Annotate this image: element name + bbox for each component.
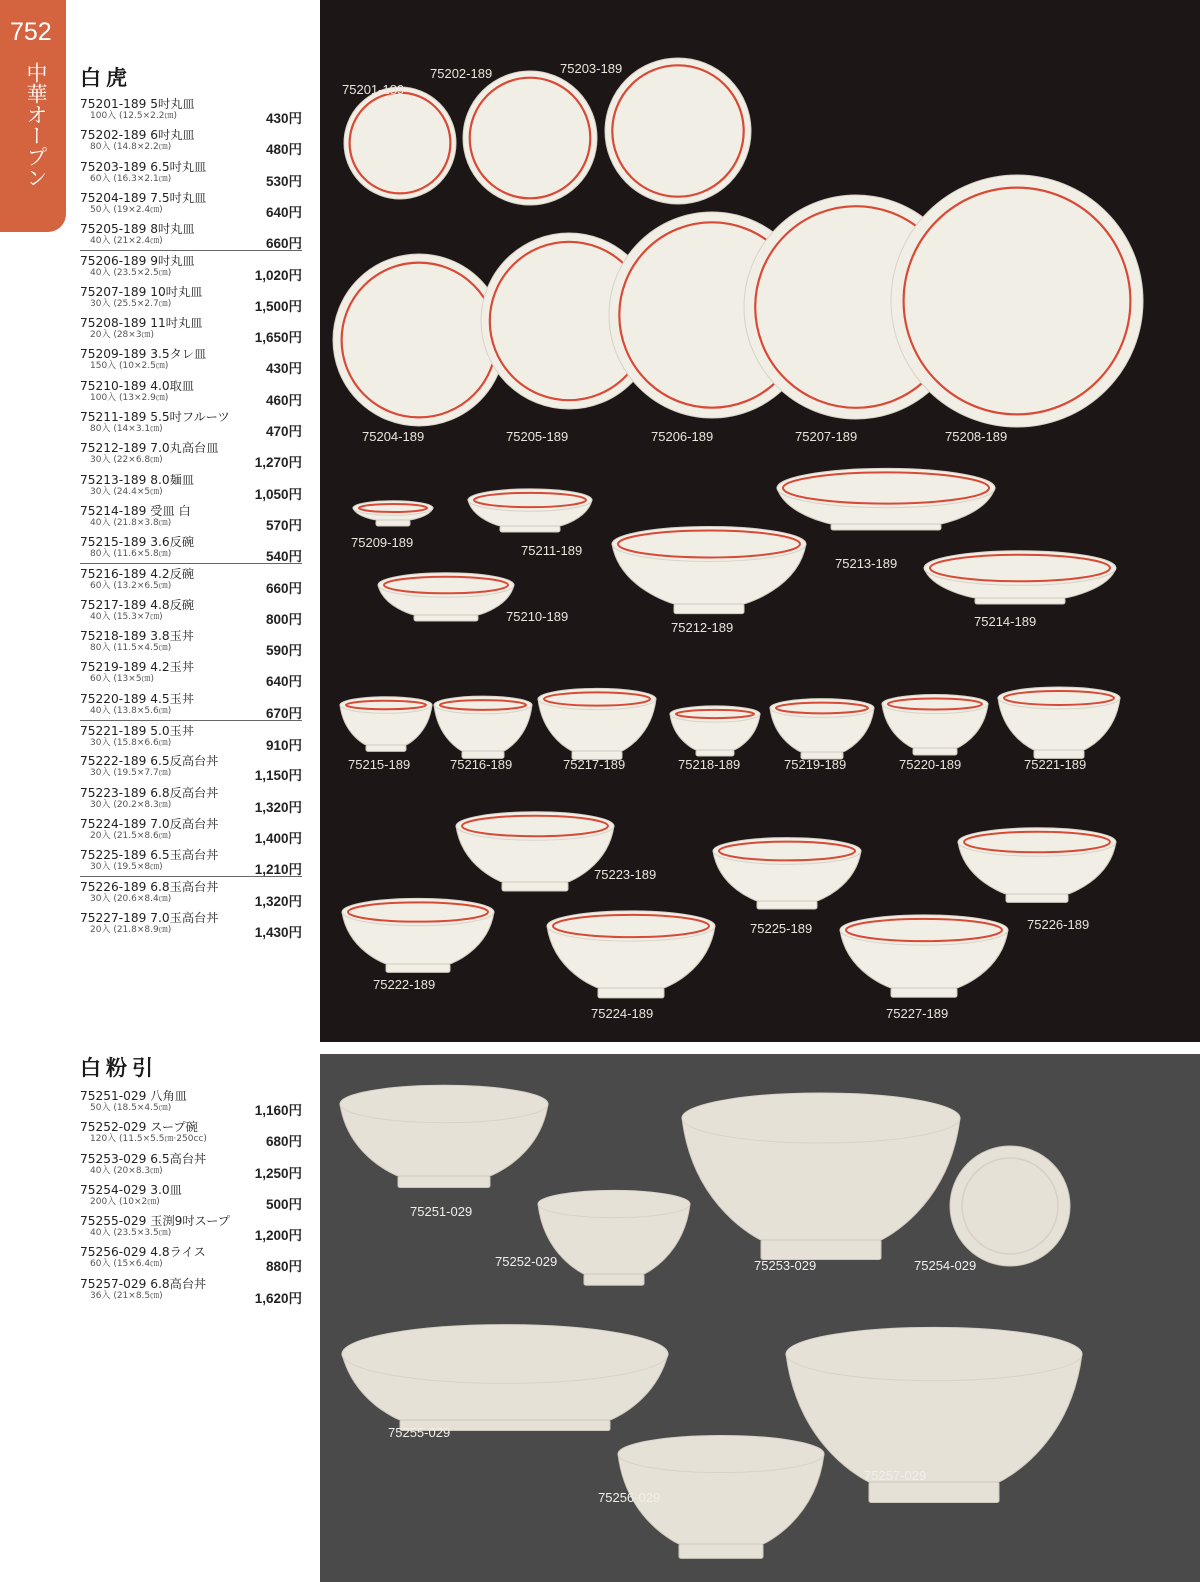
product-row: [80, 250, 302, 284]
product-price: 460円: [265, 392, 302, 408]
bowl: [340, 697, 432, 752]
product-spec: 36入 (21×8.5㎝): [90, 1290, 163, 1301]
bowl: [770, 699, 874, 759]
bowl-foot: [696, 750, 734, 756]
bowl-rim: [777, 468, 995, 507]
product-price: 910円: [265, 737, 302, 753]
product-name: 75207-189 10吋丸皿: [80, 284, 203, 299]
product-row: [80, 188, 302, 219]
bowl: [682, 1093, 960, 1260]
product-spec: 150入 (10×2.5㎝): [90, 361, 169, 372]
product-name: 75225-189 6.5玉高台丼: [80, 848, 219, 863]
product-code-label: 75204-189: [362, 429, 425, 444]
product-code-label: 75208-189: [945, 429, 1008, 444]
bowl: [998, 687, 1120, 758]
product-name: 75201-189 5吋丸皿: [80, 97, 195, 111]
product-price: 1,160円: [254, 1103, 302, 1118]
product-code-label: 75257-029: [864, 1468, 927, 1483]
bowl-foot: [376, 520, 410, 526]
product-spec: 40入 (21.8×3.8㎝): [90, 517, 172, 528]
product-list-shirokohiki: [80, 1086, 302, 1305]
product-code-label: 75215-189: [348, 757, 411, 772]
product-row: [80, 1180, 302, 1211]
bowl-foot: [366, 745, 406, 751]
product-price: 1,320円: [254, 799, 302, 815]
product-name: 75224-189 7.0反高台丼: [80, 816, 219, 831]
product-row: [80, 94, 302, 125]
product-spec: 20入 (21.8×8.9㎝): [90, 924, 172, 935]
product-photo-byakko-canvas: [320, 0, 1200, 1042]
product-row: [80, 908, 302, 939]
product-name: 75216-189 4.2反碗: [80, 567, 195, 582]
product-name: 75212-189 7.0丸高台皿: [80, 441, 219, 456]
product-photo-shirokohiki: [320, 1054, 1200, 1582]
product-spec: 30入 (24.4×5㎝): [90, 486, 163, 497]
product-name: 75210-189 4.0取皿: [80, 378, 195, 393]
product-spec: 30入 (20.2×8.3㎝): [90, 799, 172, 810]
product-spec: 40入 (23.5×3.5㎝): [90, 1228, 172, 1239]
plate: [605, 58, 751, 204]
product-row: [80, 313, 302, 344]
bowl-foot: [502, 882, 568, 891]
product-spec: 50入 (18.5×4.5㎝): [90, 1103, 172, 1113]
bowl-rim: [353, 501, 433, 515]
product-price: 1,320円: [254, 894, 302, 910]
product-code-label: 75225-189: [750, 921, 813, 936]
product-code-label: 75255-029: [388, 1425, 451, 1440]
bowl: [840, 915, 1008, 997]
product-spec: 50入 (19×2.4㎝): [90, 204, 163, 215]
product-name: 75221-189 5.0玉丼: [80, 723, 195, 738]
product-row: [80, 470, 302, 501]
bowl-rim: [770, 699, 874, 718]
product-row: [80, 1211, 302, 1242]
product-spec: 30入 (19.5×7.7㎝): [90, 768, 172, 779]
product-price: 800円: [265, 611, 302, 627]
bowl-foot: [757, 901, 817, 909]
product-spec: 20入 (21.5×8.6㎝): [90, 830, 172, 841]
product-row: [80, 783, 302, 814]
product-row: [80, 501, 302, 532]
product-row: [80, 689, 302, 720]
product-list-byakko: [80, 94, 302, 939]
product-row: [80, 720, 302, 751]
product-row: [80, 563, 302, 597]
product-code-label: 75203-189: [560, 61, 623, 76]
bowl-rim: [618, 1435, 824, 1472]
product-code-label: 75218-189: [678, 757, 741, 772]
product-price: 680円: [265, 1134, 302, 1150]
plate-body: [891, 175, 1143, 427]
product-name: 75255-029 玉渕9吋スープ: [80, 1214, 230, 1229]
product-code-label: 75205-189: [506, 429, 569, 444]
product-price: 1,430円: [254, 924, 302, 940]
product-row: [80, 1242, 302, 1273]
product-code-label: 75211-189: [521, 543, 583, 558]
product-spec: 30入 (19.5×8㎝): [90, 862, 163, 873]
product-spec: 80入 (14×3.1㎝): [90, 423, 163, 434]
product-name: 75211-189 5.5吋フルーツ: [80, 409, 230, 424]
bowl-foot: [891, 988, 957, 997]
bowl-foot: [913, 748, 957, 755]
product-spec: 100入 (12.5×2.2㎝): [90, 111, 177, 121]
product-price: 530円: [265, 173, 302, 189]
bowl-rim: [924, 551, 1116, 586]
product-spec: 20入 (28×3㎝): [90, 330, 155, 341]
bowl-foot: [869, 1482, 999, 1502]
product-price: 640円: [265, 674, 302, 690]
product-code-label: 75227-189: [886, 1006, 949, 1021]
product-name: 75226-189 6.8玉高台丼: [80, 880, 219, 895]
product-price: 1,210円: [254, 862, 302, 878]
bowl-foot: [398, 1176, 490, 1188]
product-name: 75217-189 4.8反碗: [80, 597, 195, 612]
product-row: [80, 1086, 302, 1117]
bowl: [612, 527, 806, 614]
product-name: 75254-029 3.0皿: [80, 1182, 182, 1197]
section-title-byakko: 白虎: [80, 65, 132, 90]
bowl-foot: [975, 598, 1065, 604]
bowl-rim: [538, 1190, 690, 1217]
product-price: 1,400円: [254, 830, 302, 846]
product-name: 75206-189 9吋丸皿: [80, 254, 195, 269]
bowl-rim: [786, 1327, 1082, 1380]
product-name: 75253-029 6.5高台丼: [80, 1151, 207, 1166]
product-code-label: 75219-189: [784, 757, 847, 772]
product-code-label: 75254-029: [914, 1258, 977, 1273]
product-spec: 30入 (20.6×8.4㎝): [90, 894, 172, 905]
bowl: [340, 1085, 548, 1187]
product-name: 75214-189 受皿 白: [80, 503, 191, 518]
plate-body: [333, 254, 505, 426]
product-row: [80, 657, 302, 688]
product-row: [80, 282, 302, 313]
product-price: 660円: [265, 581, 302, 597]
product-row: [80, 814, 302, 845]
plate: [333, 254, 505, 426]
product-row: [80, 125, 302, 156]
bowl-rim: [670, 706, 760, 722]
product-price: 540円: [265, 549, 302, 565]
product-name: 75204-189 7.5吋丸皿: [80, 190, 207, 205]
bowl: [958, 828, 1116, 903]
bowl: [713, 838, 861, 909]
product-row: [80, 219, 302, 250]
product-row: [80, 626, 302, 657]
bowl-foot: [584, 1274, 644, 1285]
product-price: 1,620円: [254, 1290, 302, 1306]
product-spec: 80入 (14.8×2.2㎝): [90, 142, 172, 153]
product-photo-byakko: [320, 0, 1200, 1042]
product-code-label: 75251-029: [410, 1204, 473, 1219]
product-price: 640円: [265, 204, 302, 220]
bowl: [538, 1190, 690, 1285]
product-spec: 30入 (15.8×6.6㎝): [90, 737, 172, 748]
product-name: 75256-029 4.8ライス: [80, 1245, 206, 1260]
product-code-label: 75252-029: [495, 1254, 558, 1269]
product-name: 75219-189 4.2玉丼: [80, 660, 195, 675]
plate-body: [605, 58, 751, 204]
product-spec: 100入 (13×2.9㎝): [90, 392, 169, 403]
product-price: 670円: [265, 705, 302, 721]
bowl-foot: [414, 615, 478, 621]
product-spec: 120入 (11.5×5.5㎝·250cc): [90, 1134, 207, 1145]
bowl: [882, 694, 988, 755]
product-spec: 60入 (13×5㎝): [90, 674, 155, 685]
bowl: [468, 489, 592, 532]
product-price: 1,250円: [254, 1165, 302, 1181]
product-code-label: 75223-189: [594, 867, 657, 882]
product-name: 75218-189 3.8玉丼: [80, 629, 195, 644]
product-spec: 80入 (11.6×5.8㎝): [90, 549, 172, 560]
product-spec: 40入 (20×8.3㎝): [90, 1165, 163, 1176]
bowl-foot: [674, 604, 744, 614]
product-price: 660円: [265, 236, 302, 252]
bowl: [547, 911, 715, 998]
bowl-rim: [340, 1085, 548, 1122]
product-code-label: 75222-189: [373, 977, 436, 992]
product-spec: 40入 (15.3×7㎝): [90, 611, 163, 622]
product-spec: 60入 (13.2×6.5㎝): [90, 581, 172, 592]
bowl-rim: [882, 694, 988, 713]
product-name: 75220-189 4.5玉丼: [80, 691, 195, 706]
product-code-label: 75202-189: [430, 66, 493, 81]
bowl-rim: [340, 697, 432, 714]
product-code-label: 75201-189: [342, 82, 405, 97]
product-spec: 60入 (15×6.4㎝): [90, 1259, 163, 1270]
product-price: 1,270円: [254, 455, 302, 471]
bowl-foot: [831, 524, 941, 530]
bowl-rim: [612, 527, 806, 562]
product-price: 880円: [265, 1259, 302, 1275]
bowl: [786, 1327, 1082, 1502]
product-price: 430円: [265, 111, 302, 126]
product-name: 75223-189 6.8反高台丼: [80, 785, 219, 800]
bowl: [924, 551, 1116, 604]
product-row: [80, 751, 302, 782]
product-name: 75222-189 6.5反高台丼: [80, 754, 219, 769]
product-price: 470円: [265, 423, 302, 439]
product-code-label: 75207-189: [795, 429, 858, 444]
product-photo-shirokohiki-canvas: [320, 1054, 1200, 1582]
bowl: [670, 706, 760, 756]
bowl: [342, 898, 494, 972]
product-code-label: 75206-189: [651, 429, 714, 444]
product-spec: 60入 (16.3×2.1㎝): [90, 173, 172, 184]
product-price: 1,650円: [254, 330, 302, 346]
product-name: 75208-189 11吋丸皿: [80, 316, 203, 331]
bowl-foot: [500, 526, 560, 532]
product-price: 590円: [265, 643, 302, 659]
bowl-foot: [679, 1544, 763, 1558]
product-code-label: 75210-189: [506, 609, 569, 624]
product-spec: 30入 (25.5×2.7㎝): [90, 298, 172, 309]
product-price: 1,200円: [254, 1228, 302, 1244]
product-price: 1,050円: [254, 486, 302, 502]
product-row: [80, 344, 302, 375]
product-spec: 40入 (23.5×2.5㎝): [90, 268, 172, 279]
product-price: 1,500円: [254, 298, 302, 314]
product-row: [80, 532, 302, 563]
plate: [463, 71, 597, 205]
product-name: 75252-029 スープ碗: [80, 1120, 198, 1135]
product-row: [80, 438, 302, 469]
plate: [891, 175, 1143, 427]
product-code-label: 75220-189: [899, 757, 962, 772]
product-code-label: 75213-189: [835, 556, 898, 571]
product-name: 75251-029 八角皿: [80, 1089, 187, 1103]
bowl: [378, 573, 514, 621]
product-code-label: 75224-189: [591, 1006, 654, 1021]
product-name: 75257-029 6.8高台丼: [80, 1276, 207, 1291]
plate-body: [950, 1146, 1070, 1266]
product-code-label: 75217-189: [563, 757, 626, 772]
bowl-foot: [1006, 894, 1068, 902]
product-code-label: 75253-029: [754, 1258, 817, 1273]
bowl: [353, 501, 433, 526]
category-tab: [0, 0, 66, 232]
product-price: 500円: [265, 1196, 302, 1212]
product-row: [80, 595, 302, 626]
product-code-label: 75216-189: [450, 757, 513, 772]
product-code-label: 75212-189: [671, 620, 734, 635]
product-row: [80, 376, 302, 407]
product-name: 75205-189 8吋丸皿: [80, 222, 195, 237]
product-name: 75203-189 6.5吋丸皿: [80, 159, 207, 174]
product-name: 75209-189 3.5タレ皿: [80, 347, 207, 362]
product-spec: 40入 (21×2.4㎝): [90, 236, 163, 247]
product-row: [80, 1117, 302, 1148]
product-code-label: 75256-029: [598, 1490, 661, 1505]
bowl-foot: [761, 1240, 881, 1260]
bowl-rim: [434, 696, 532, 714]
page-number: 752: [10, 18, 52, 46]
product-price: 430円: [265, 361, 302, 377]
section-title-shirokohiki: 白粉引: [80, 1055, 158, 1080]
product-row: [80, 407, 302, 438]
product-row: [80, 1274, 302, 1305]
product-name: 75202-189 6吋丸皿: [80, 128, 195, 143]
product-spec: 40入 (13.8×5.6㎝): [90, 705, 172, 716]
product-row: [80, 876, 302, 910]
bowl: [434, 696, 532, 758]
bowl: [538, 688, 656, 759]
bowl: [777, 468, 995, 530]
product-code-label: 75221-189: [1024, 757, 1087, 772]
product-price: 1,020円: [254, 268, 302, 284]
category-label: 中華オープン: [24, 62, 48, 188]
product-spec: 30入 (22×6.8㎝): [90, 455, 163, 466]
bowl-foot: [386, 964, 450, 972]
product-name: 75227-189 7.0玉高台丼: [80, 910, 219, 925]
product-price: 570円: [265, 517, 302, 533]
product-code-label: 75214-189: [974, 614, 1037, 629]
plate: [344, 87, 456, 199]
product-row: [80, 845, 302, 876]
product-name: 75213-189 8.0麺皿: [80, 472, 195, 487]
bowl-rim: [342, 1325, 668, 1384]
bowl: [342, 1325, 668, 1431]
product-price: 1,150円: [254, 768, 302, 784]
bowl-rim: [682, 1093, 960, 1143]
product-spec: 80入 (11.5×4.5㎝): [90, 643, 172, 654]
product-row: [80, 1149, 302, 1180]
product-code-label: 75226-189: [1027, 917, 1090, 932]
bowl-foot: [598, 988, 664, 998]
product-row: [80, 157, 302, 188]
plate-body: [463, 71, 597, 205]
plate-body: [344, 87, 456, 199]
product-name: 75215-189 3.6反碗: [80, 535, 195, 550]
bowl: [456, 812, 614, 891]
product-code-label: 75209-189: [351, 535, 414, 550]
product-price: 480円: [265, 142, 302, 158]
product-spec: 200入 (10×2㎝): [90, 1196, 160, 1207]
